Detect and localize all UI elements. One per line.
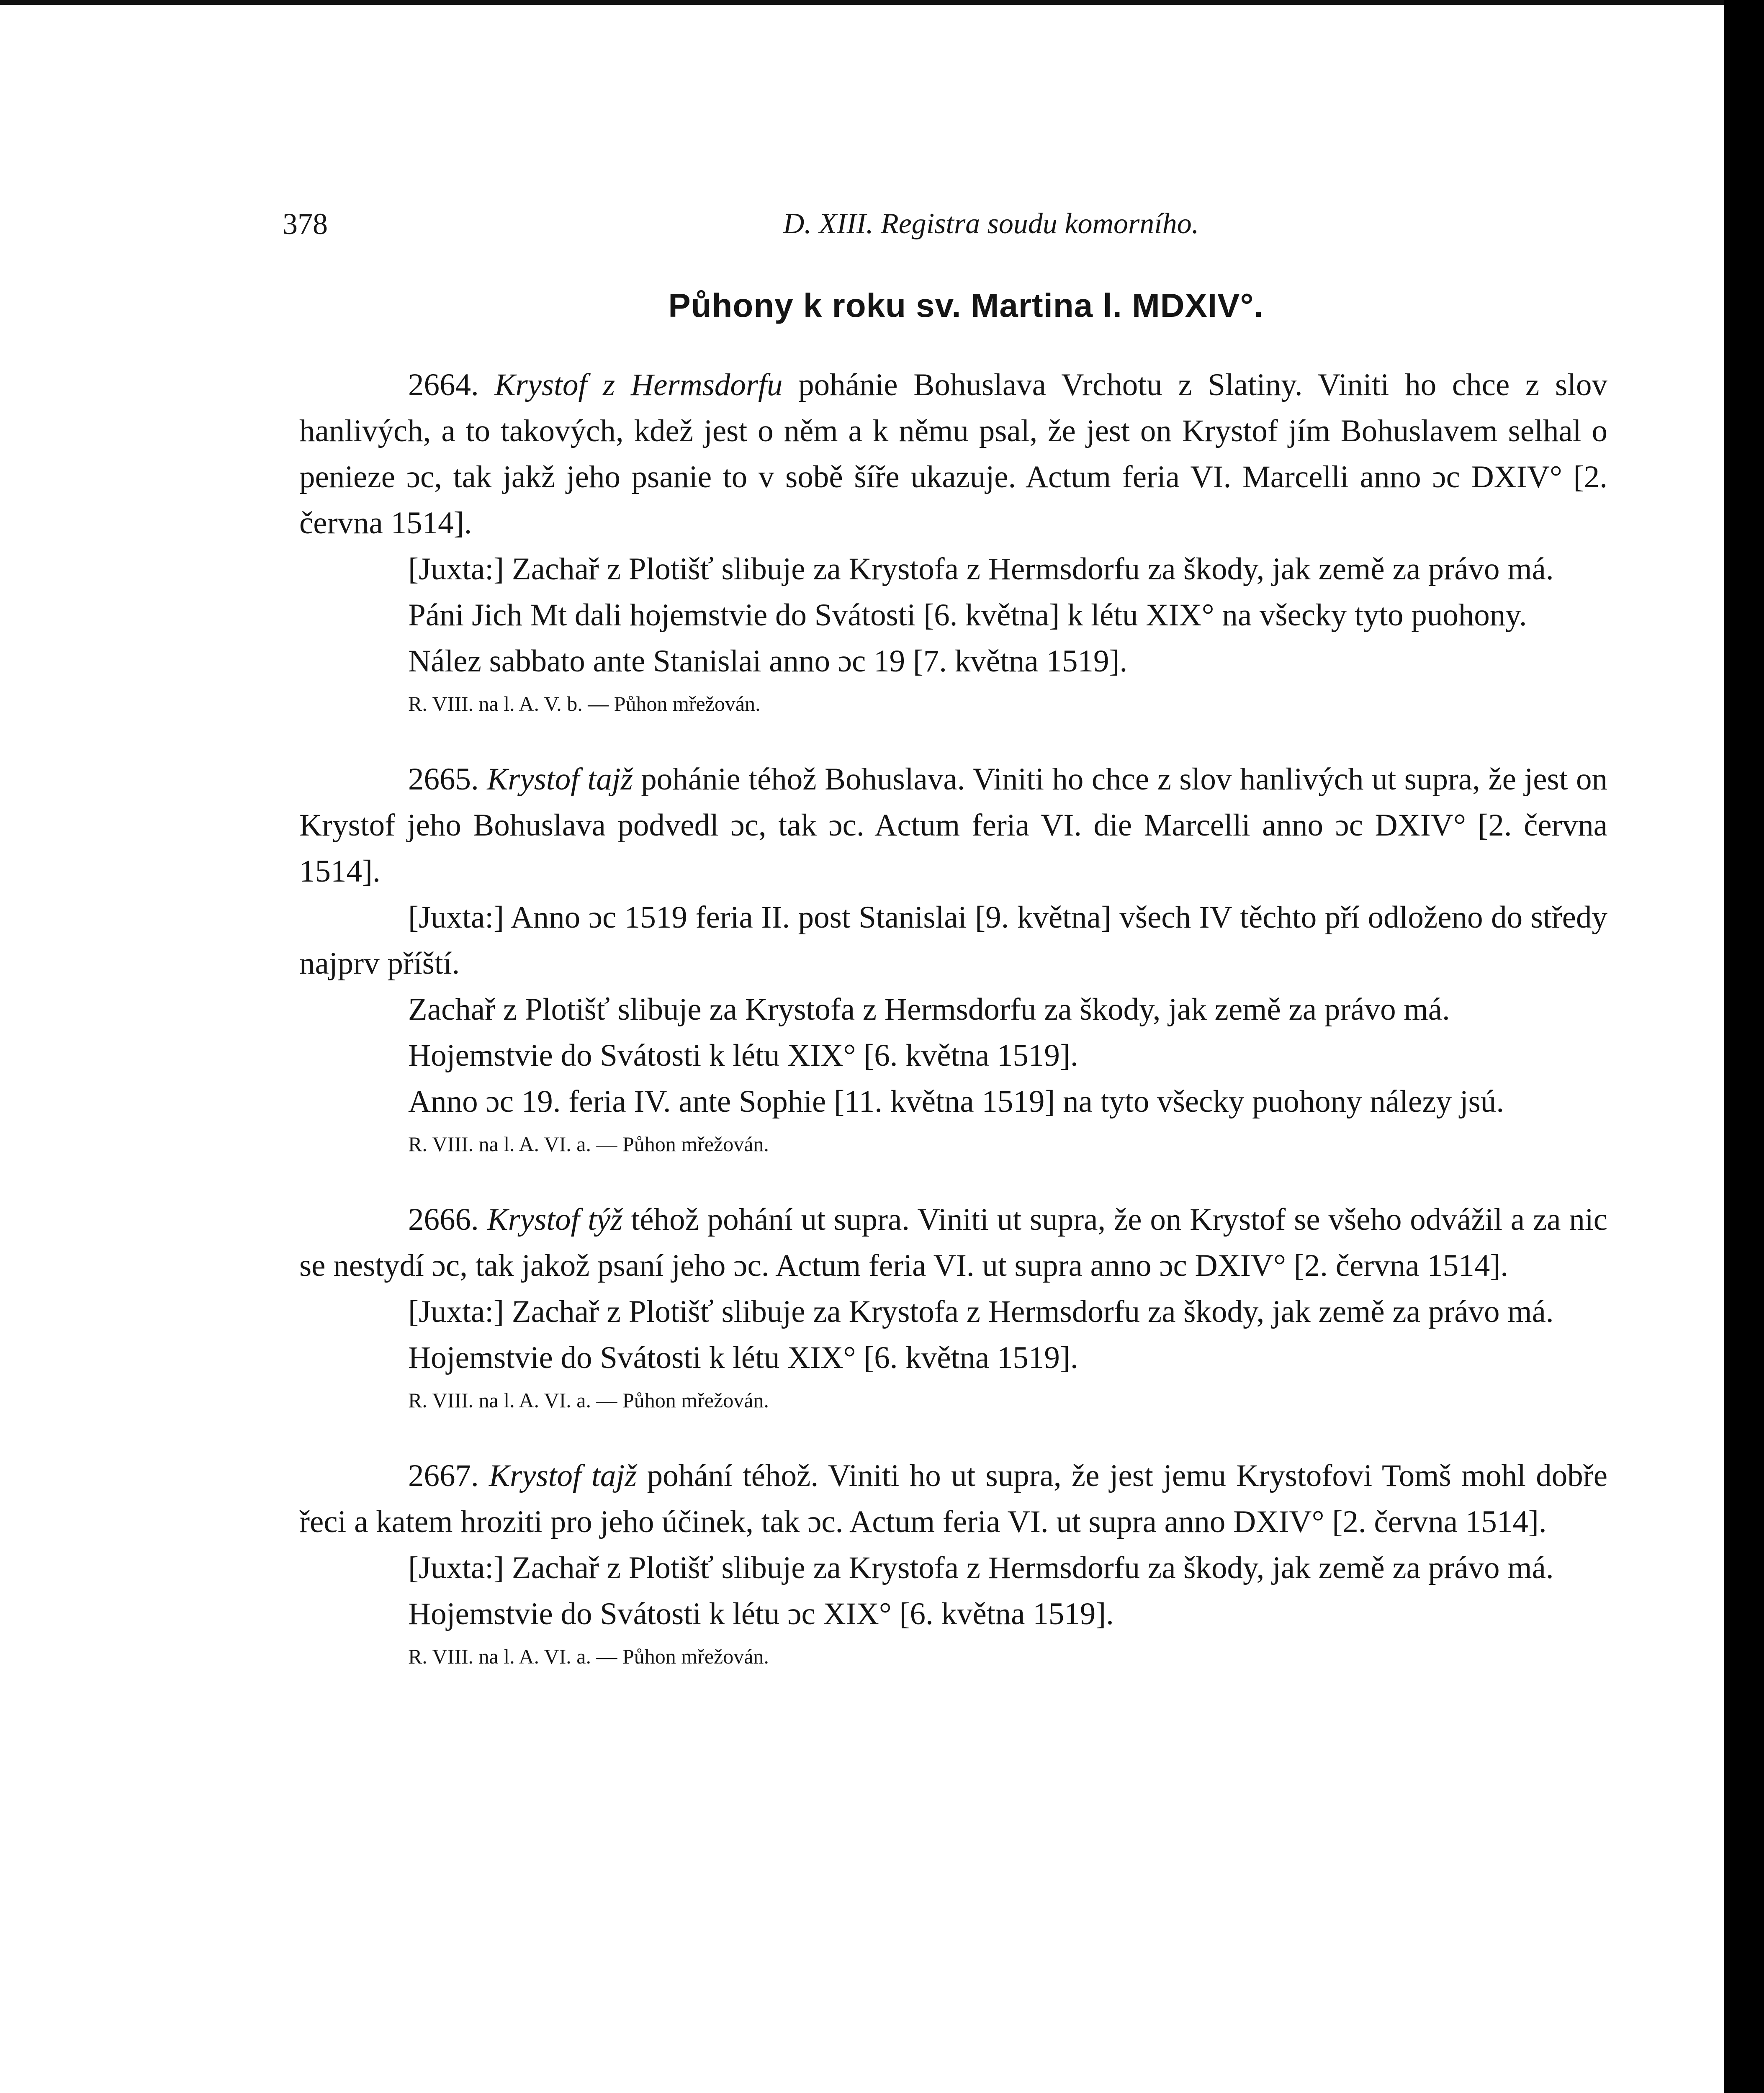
scan-right-edge (1724, 0, 1764, 2093)
running-head (283, 201, 1607, 247)
entry-2664 (299, 362, 1607, 723)
source-note: R. VIII. na l. A. V. b. — Půhon mřežován. (408, 692, 761, 715)
scan-top-edge (0, 0, 1764, 5)
entry-body (299, 1453, 1607, 1545)
entry-number: 2666. (408, 1202, 479, 1237)
entry-2665 (299, 756, 1607, 1163)
entry-names: Krystof z Hermsdorfu (494, 368, 783, 402)
page-number: 378 (283, 207, 328, 241)
section-title: Půhony k roku sv. Martina l. MDXIV°. (668, 287, 1264, 324)
entry-names: Krystof tajž (487, 762, 633, 797)
entry-number: 2664. (408, 368, 479, 402)
entry-note: [Juxta:] Zachař z Plotišť slibuje za Krystofa z Hermsdorfu za škody, jak země za právo má. (408, 552, 1554, 586)
entry-text: téhož pohání ut supra. Viniti ut supra, že on Krystof se všeho odvážil a za nic se nestydí ɔc, tak jakož psaní jeho ɔc. Actum feria VI. ut supra anno ɔc DXIV° [2. června 1514]. (299, 1202, 1607, 1283)
entry-number: 2667. (408, 1458, 479, 1493)
source-note: R. VIII. na l. A. VI. a. — Půhon mřežován. (408, 1132, 769, 1156)
entry-note: [Juxta:] Zachař z Plotišť slibuje za Krystofa z Hermsdorfu za škody, jak země za právo má. (408, 1294, 1554, 1329)
entry-names: Krystof tajž (489, 1458, 637, 1493)
page-content (283, 201, 1608, 1709)
entry-body (299, 362, 1607, 546)
entry-note: [Juxta:] Zachař z Plotišť slibuje za Krystofa z Hermsdorfu za škody, jak země za právo má. (408, 1550, 1554, 1585)
entry-text: pohánie Bohuslava Vrchotu z Slatiny. Viniti ho chce z slov hanlivých, a to takových, kdež jest o něm a k němu psal, že jest on Krystof jím Bohuslavem selhal o penieze ɔc, tak jakž jeho psanie to v sobě šíře ukazuje. Actum feria VI. Marcelli anno ɔc DXIV° [2. června 1514]. (299, 368, 1608, 540)
entry-text: pohání téhož. Viniti ho ut supra, že jest jemu Krystofovi Tomš mohl dobře řeci a katem hroziti pro jeho účinek, tak ɔc. Actum feria VI. ut supra anno DXIV° [2. června 1514]. (299, 1458, 1607, 1539)
entry-note: Anno ɔc 19. feria IV. ante Sophie [11. května 1519] na tyto všecky puohony nálezy jsú. (408, 1084, 1504, 1119)
source-note: R. VIII. na l. A. VI. a. — Půhon mřežován. (408, 1388, 769, 1412)
entry-text: pohánie téhož Bohuslava. Viniti ho chce z slov hanlivých ut supra, že jest on Krystof jeho Bohuslava podvedl ɔc, tak ɔc. Actum feria VI. die Marcelli anno ɔc DXIV° [2. června 1514]. (299, 762, 1608, 889)
entry-names: Krystof týž (487, 1202, 623, 1237)
entry-note: Hojemstvie do Svátosti k létu XIX° [6. května 1519]. (408, 1340, 1078, 1375)
entry-note: Hojemstvie do Svátosti k létu XIX° [6. května 1519]. (408, 1038, 1078, 1073)
entry-note: Hojemstvie do Svátosti k létu ɔc XIX° [6. května 1519]. (408, 1597, 1114, 1631)
entry-note: [Juxta:] Anno ɔc 1519 feria II. post Stanislai [9. května] všech IV těchto pří odloženo do středy najprv příští. (299, 900, 1607, 981)
entry-body (299, 756, 1607, 895)
entry-number: 2665. (408, 762, 479, 797)
running-title: D. XIII. Registra soudu komorního. (783, 208, 1199, 240)
source-note: R. VIII. na l. A. VI. a. — Půhon mřežován. (408, 1645, 769, 1668)
entry-2666 (299, 1197, 1607, 1419)
entry-note: Nález sabbato ante Stanislai anno ɔc 19 [7. května 1519]. (408, 644, 1128, 679)
entry-note: Páni Jich Mt dali hojemstvie do Svátosti [6. května] k létu XIX° na všecky tyto puohony. (408, 598, 1527, 633)
entry-note: Zachař z Plotišť slibuje za Krystofa z Hermsdorfu za škody, jak země za právo má. (408, 992, 1450, 1027)
entry-body (299, 1197, 1607, 1289)
entry-2667 (299, 1453, 1607, 1676)
